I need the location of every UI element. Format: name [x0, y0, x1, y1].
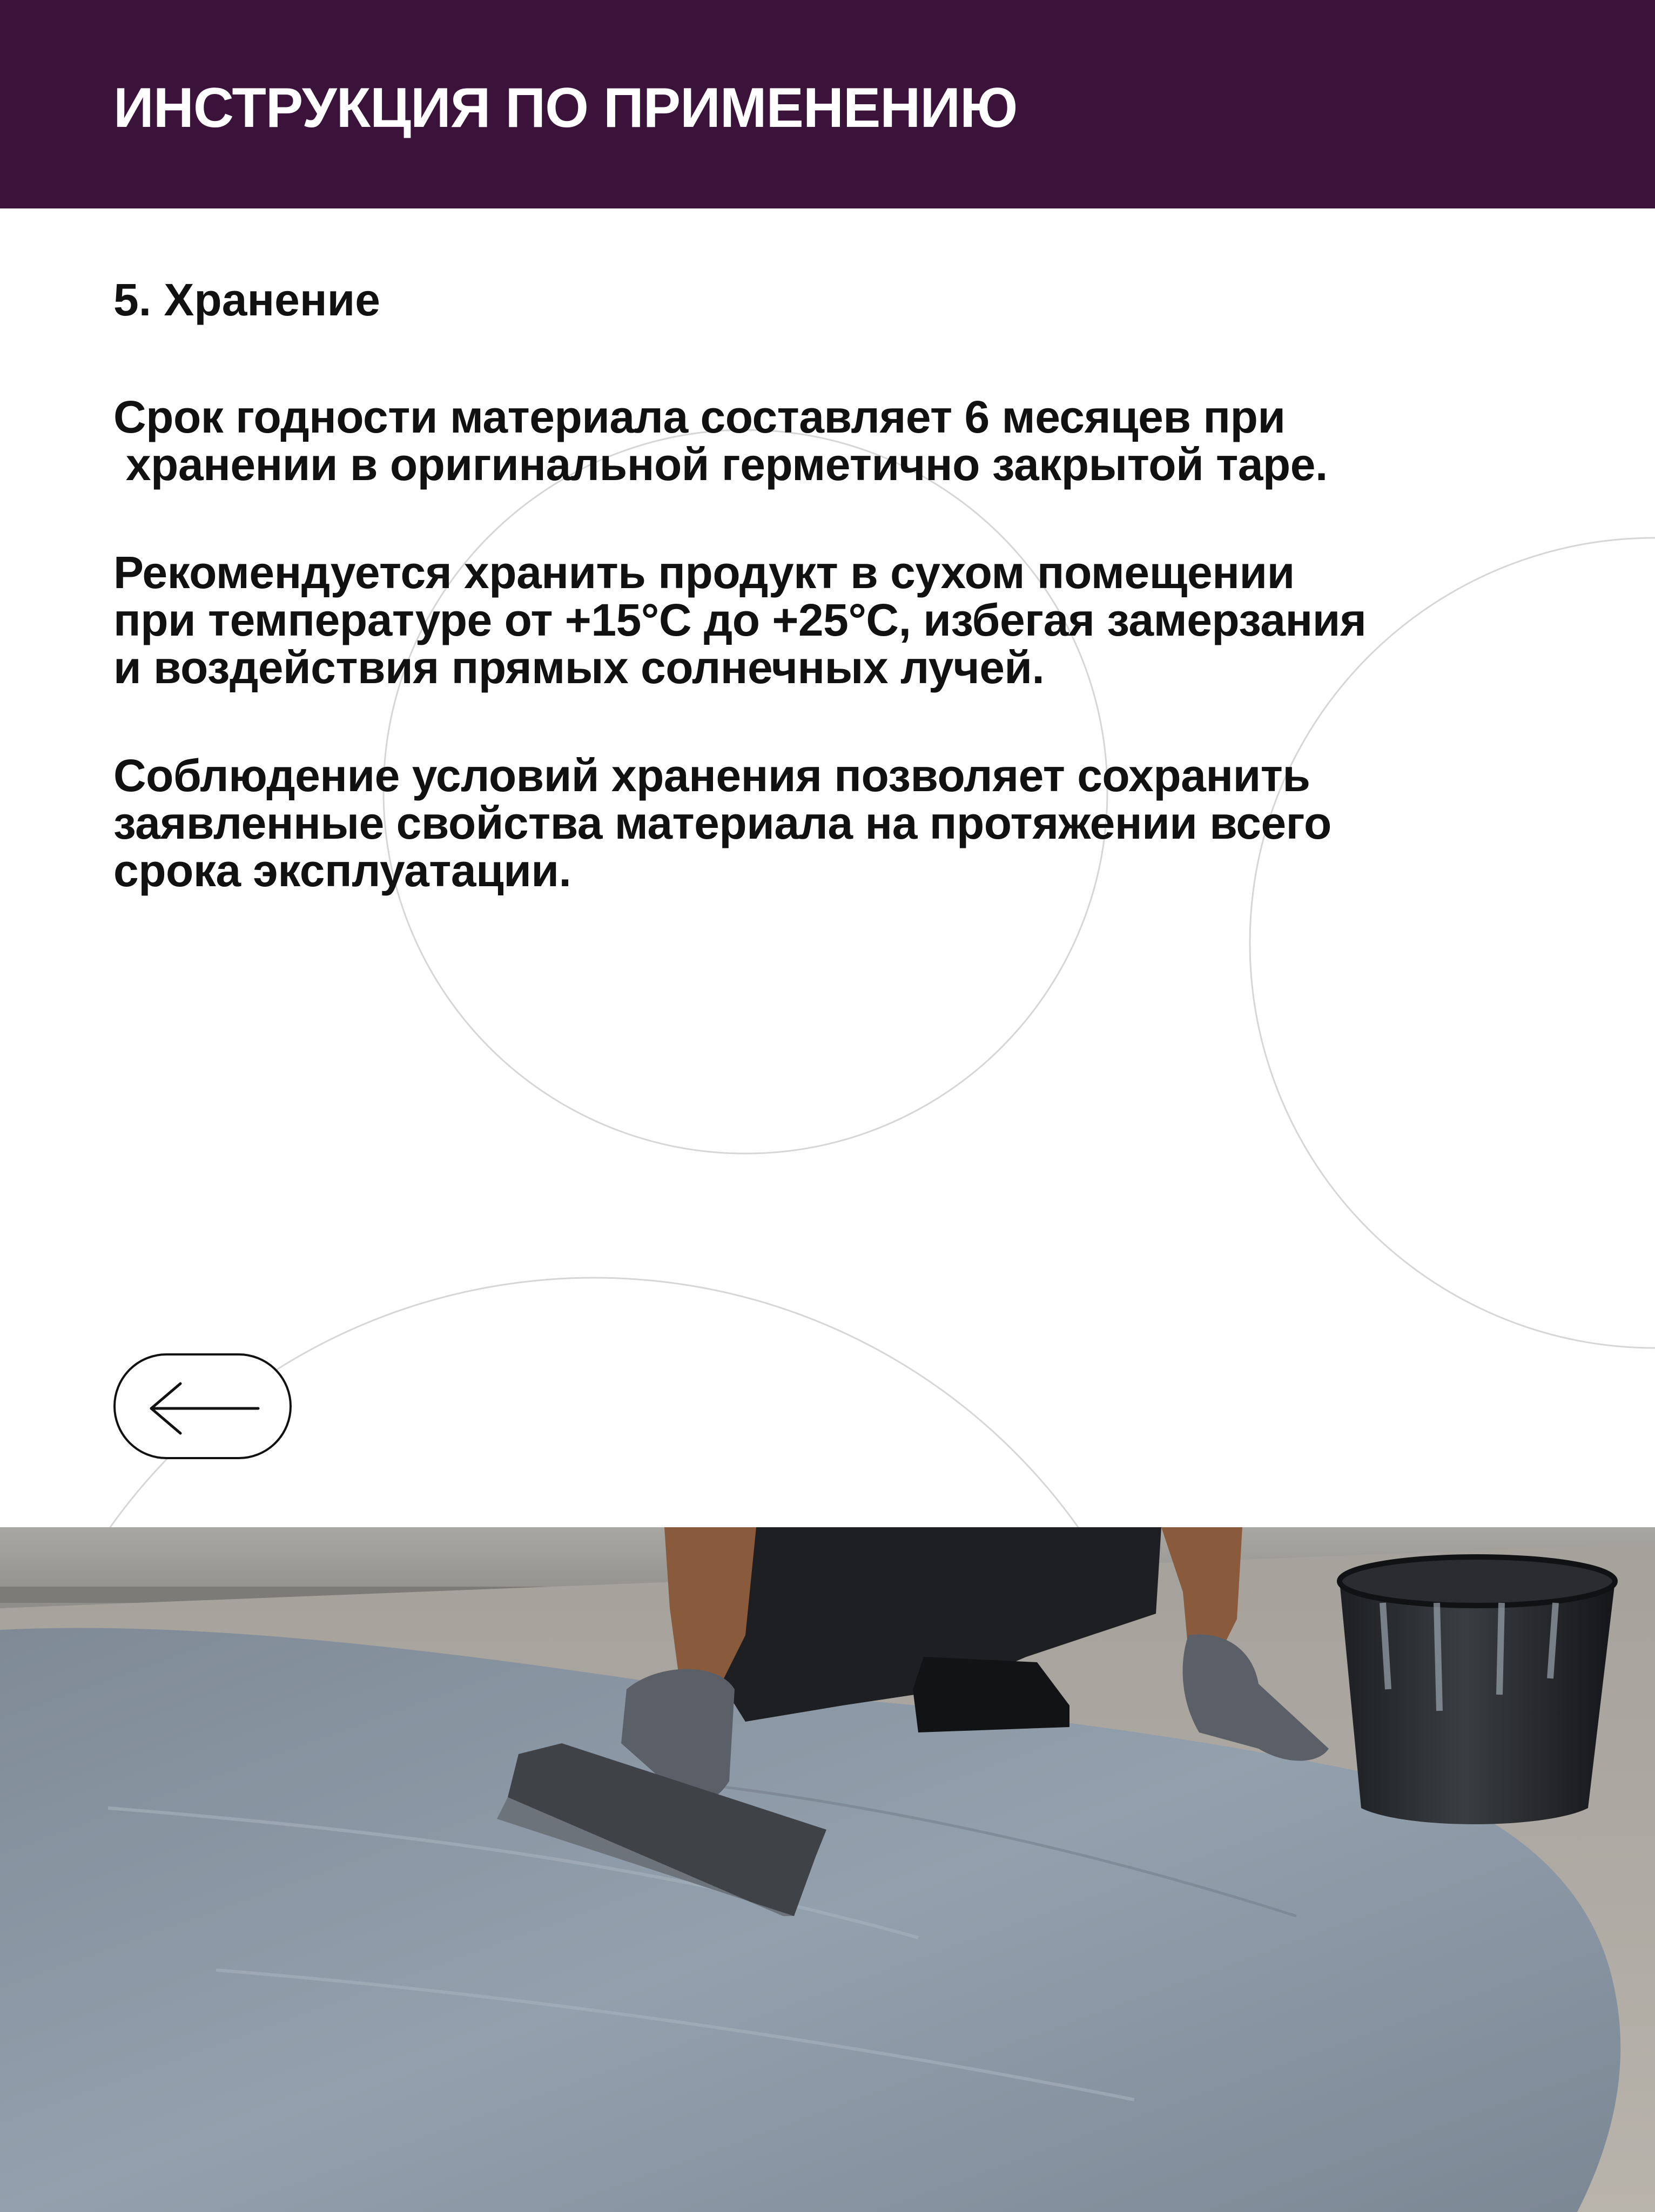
arrow-left-icon [148, 1380, 261, 1437]
text-line: Соблюдение условий хранения позволяет сохранить [113, 750, 1310, 801]
page-title: ИНСТРУКЦИЯ ПО ПРИМЕНЕНИЮ [113, 77, 1018, 139]
text-line: заявленные свойства материала на протяжении всего [113, 798, 1331, 848]
text-line: и воздействия прямых солнечных лучей. [113, 642, 1045, 693]
content-area [113, 270, 1572, 955]
paragraph-properties [113, 752, 1572, 894]
text-line: при температуре от +15°C до +25°C, избегая замерзания [113, 595, 1367, 645]
text-line: Срок годности материала составляет 6 месяцев при [113, 392, 1286, 442]
section-title: 5. Хранение [113, 274, 380, 325]
back-button[interactable] [113, 1353, 292, 1459]
text-line: срока эксплуатации. [113, 845, 571, 896]
header-bar [0, 0, 1655, 208]
text-line: хранении в оригинальной герметично закрытой таре. [113, 439, 1328, 490]
text-line: Рекомендуется хранить продукт в сухом помещении [113, 547, 1295, 598]
worker-applying-coating-photo [0, 1527, 1655, 2212]
paragraph-shelf-life [113, 393, 1572, 488]
paragraph-storage-conditions [113, 549, 1572, 691]
